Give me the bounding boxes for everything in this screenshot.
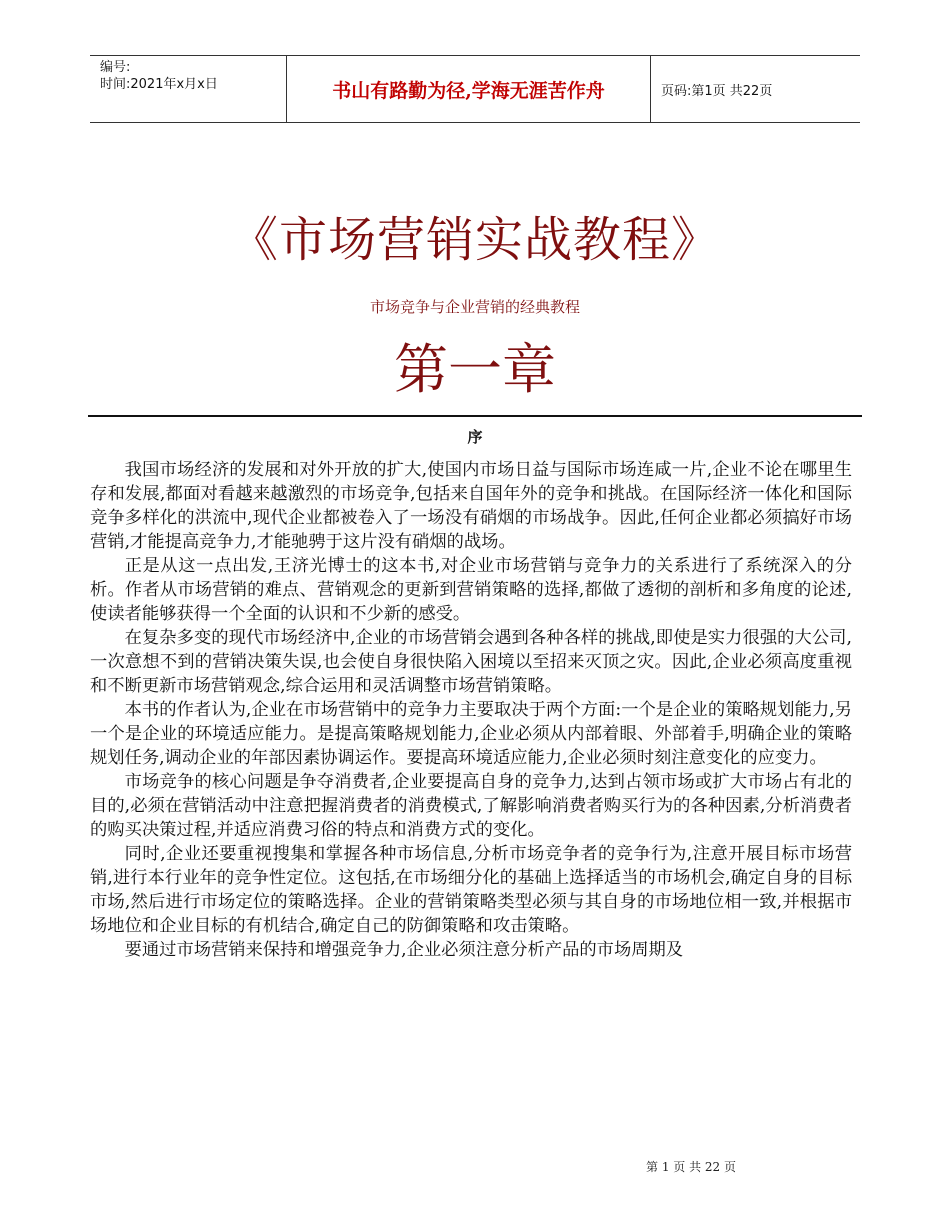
preface-heading: 序: [467, 428, 483, 446]
document-title: 《市场营销实战教程》: [229, 212, 720, 268]
document-header: [90, 55, 860, 123]
header-meta: [90, 56, 287, 122]
time-label: 时间:2021年x月x日: [100, 77, 218, 92]
paragraph: 我国市场经济的发展和对外开放的扩大,使国内市场日益与国际市场连咸一片,企业不论在哪里生存和发展,都面对看越来越激烈的市场竞争,包括来自国年外的竞争和挑战。在国际经济一体化和国际竞争多样化的洪流中,现代企业都被卷入了一场没有硝烟的市场战争。因此,任何企业都必须搞好市场营销,才能提高竞争力,才能驰骋于这片没有硝烟的战场。: [90, 460, 852, 552]
paragraph: 要通过市场营销来保持和增强竞争力,企业必须注意分析产品的市场周期及: [124, 940, 684, 960]
header-motto: 书山有路勤为径,学海无涯苦作舟: [287, 56, 651, 122]
number-label: 编号:: [100, 60, 131, 75]
paragraph: 正是从这一点出发,王济光博士的这本书,对企业市场营销与竞争力的关系进行了系统深入的分析。作者从市场营销的难点、营销观念的更新到营销策略的选择,都做了透彻的剖析和多角度的论述,使读者能够获得一个全面的认识和不少新的感受。: [90, 556, 852, 624]
paragraph: 本书的作者认为,企业在市场营销中的竞争力主要取决于两个方面:一个是企业的策略规划能力,另一个是企业的环境适应能力。是提高策略规划能力,企业必须从内部着眼、外部着手,明确企业的策略规划任务,调动企业的年部因素协调运作。要提高环境适应能力,企业必须时刻注意变化的应变力。: [90, 700, 852, 768]
header-page-info: 页码:第1页 共22页: [661, 83, 773, 99]
page-footer: 第 1 页 共 22 页: [646, 1160, 736, 1174]
paragraph: 在复杂多变的现代市场经济中,企业的市场营销会遇到各种各样的挑战,即使是实力很强的大公司,一次意想不到的营销决策失误,也会使自身很快陷入困境以至招来灭顶之灾。因此,企业必须高度重视和不断更新市场营销观念,综合运用和灵活调整市场营销策略。: [90, 628, 852, 696]
document-subtitle: 市场竞争与企业营销的经典教程: [369, 298, 580, 316]
chapter-heading: 第一章: [394, 338, 556, 401]
body-text: [90, 458, 852, 962]
divider-line: [88, 415, 862, 417]
paragraph: 同时,企业还要重视搜集和掌握各种市场信息,分析市场竞争者的竞争行为,注意开展目标市场营销,进行本行业年的竞争性定位。这包括,在市场细分化的基础上选择适当的市场机会,确定自身的目标市场,然后进行市场定位的策略选择。企业的营销策略类型必须与其自身的市场地位相一致,并根据市场地位和企业目标的有机结合,确定自己的防御策略和攻击策略。: [90, 844, 852, 936]
paragraph: 市场竞争的核心问题是争夺消费者,企业要提高自身的竞争力,达到占领市场或扩大市场占有北的目的,必须在营销活动中注意把握消费者的消费模式,了解影响消费者购买行为的各种因素,分析消费者的购买决策过程,并适应消费习俗的特点和消费方式的变化。: [90, 772, 852, 840]
